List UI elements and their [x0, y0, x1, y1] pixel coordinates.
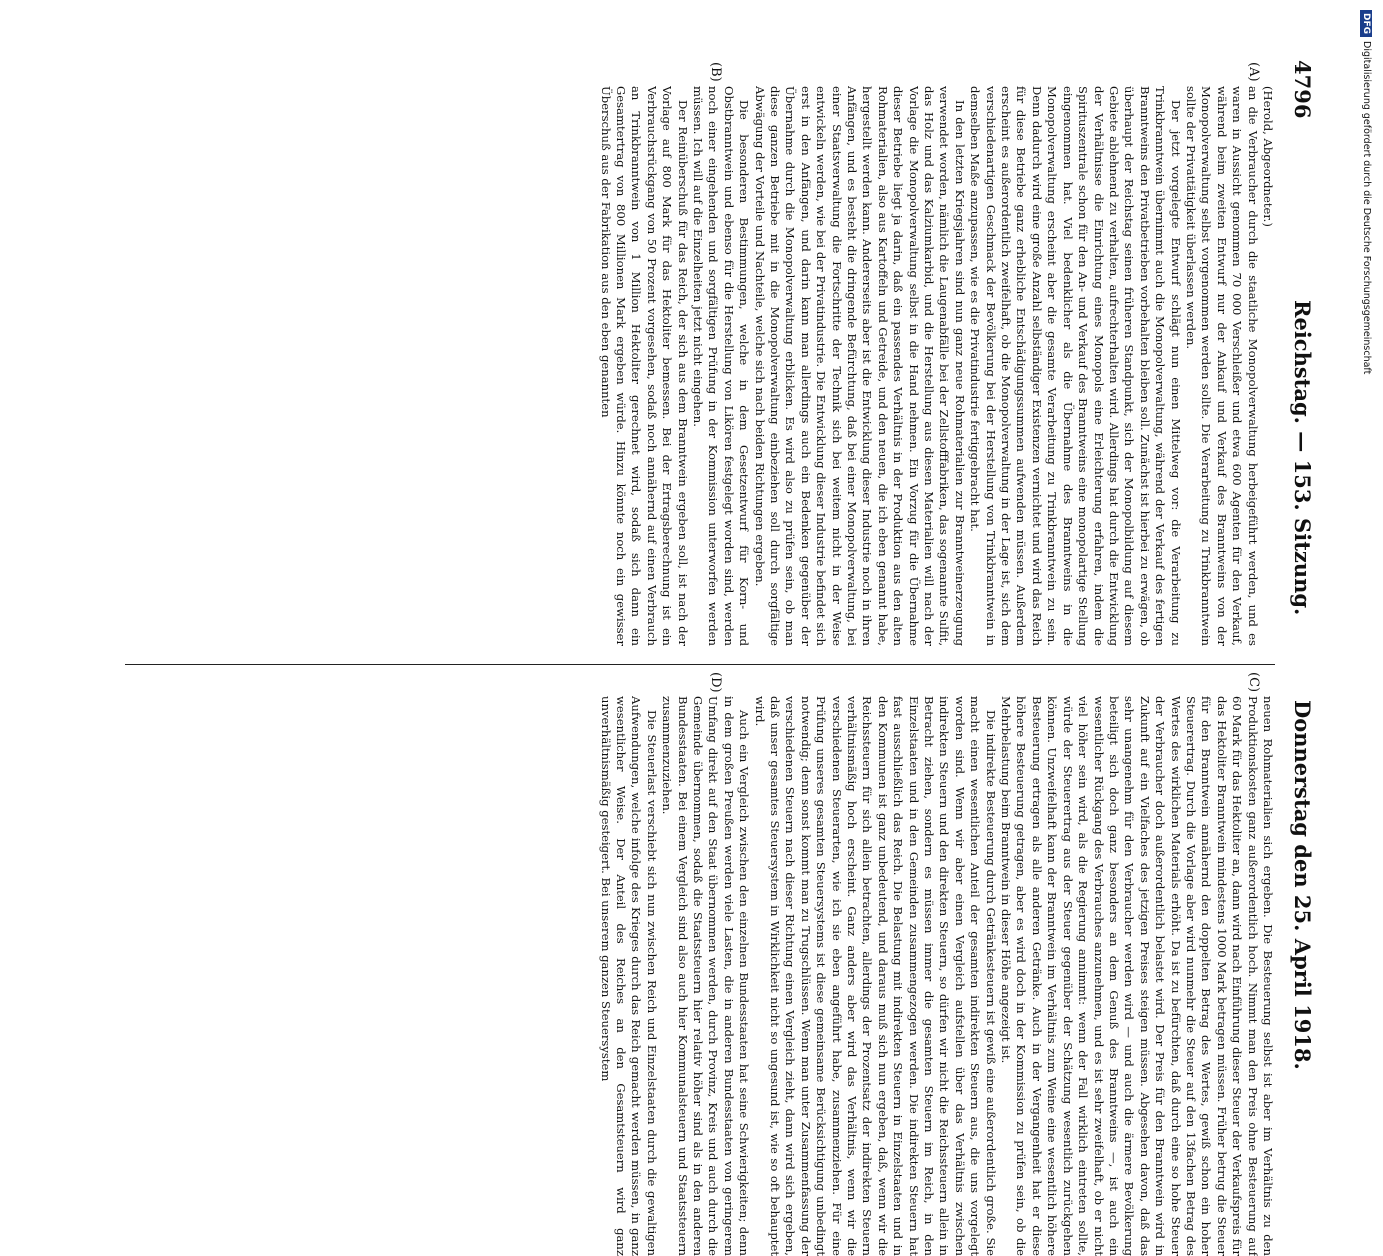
- session-title: Reichstag. — 153. Sitzung.: [1290, 300, 1315, 616]
- paragraph: Auch ein Vergleich zwischen den einzelnen Bundesstaaten hat seine Schwierigkeiten; denn in dem großen Preußen werden viele Lasten, die in anderen Bundesstaaten von geringerem Umfang direkt auf den Staat übernommen werden, durch Provinz, Kreis und auch durch die Gemeinde übernommen, sodaß die Staatssteuern hier relativ höher sind als in den anderen Bundesstaaten. Bei einem Vergleich sind also auch hier Kommunalsteuern und Staatssteuern zusammenzuziehen.: [660, 696, 752, 1256]
- paragraph: Der Reinüberschuß für das Reich, der sich aus dem Branntwein ergeben soll, ist nach der Vorlage auf 800 Mark für das Hektoliter bemessen. Bei der Ertragsberechnung ist ein Verbrauchsrückgang von 50 Prozent vorgesehen, sodaß noch annähernd auf einen Verbrauch an Trinkbranntwein von 1 Million Hektoliter gerechnet wird, sodaß sich dann ein Gesamtertrag von 800 Millionen Mark ergeben würde. Hinzu könnte noch ein gewisser Überschuß aus der Fabrikation aus den eben genannten: [598, 86, 690, 646]
- column-divider: [125, 664, 1275, 665]
- paragraph: Die besonderen Bestimmungen, welche in dem Gesetzentwurf für Korn- und Obstbranntwein und ebenso für die Herstellung von Likören festgelegt worden sind, werden noch einer eingehenden und sorgfältigen Prüfung in der Kommission unterworfen werden müssen. Ich will auf die Einzelheiten jetzt nicht eingehen.: [690, 86, 752, 646]
- paragraph: Die indirekte Besteuerung durch Getränkesteuern ist gewiß eine außerordentlich große. Sie macht einen wesentlichen Anteil der gesamten indirekten Steuern aus, die uns vorgelegt worden sind. Wenn wir aber einen Vergleich aufstellen über das Verhältnis zwischen indirekten Steuern und den direkten Steuern, so dürfen wir nicht die Reichssteuern allein in Betracht ziehen, sondern es müssen immer die gesamten Steuern im Reich, in den Einzelstaaten und in den Gemeinden zusammengezogen werden. Die indirekten Steuern hat fast ausschließlich das Reich. Die Belastung mit indirekten Steuern in Einzelstaaten und in den Kommunen ist ganz unbedeutend, und daraus muß sich nun ergeben, daß, wenn wir die Reichssteuern für sich allein betrachten, allerdings der Prozentsatz der indirekten Steuern verhältnismäßig hoch erscheint. Ganz anders aber wird das Verhältnis, wenn wir die verschiedenen Steuerarten, wie ich sie eben angeführt habe, zusammenziehen. Für eine Prüfung unseres gesamten Steuersystems ist diese gemeinsame Berücksichtigung unbedingt notwendig; denn sonst kommt man zu Trugschlüssen. Wenn man unter Zusammenfassung der verschiedenen Steuern nach dieser Richtung einen Vergleich zieht, dann wird sich ergeben, daß unser gesamtes Steuersystem in Wirklichkeit nicht so ungesund ist, wie so oft behauptet wird.: [752, 696, 998, 1256]
- dfg-logo: DFG: [1360, 10, 1372, 37]
- speaker-line: (Herold, Abgeordneter.): [1261, 86, 1275, 227]
- paragraph: an die Verbraucher durch die staatliche Monopolverwaltung herbeigeführt werden, und es waren in Aussicht genommen 70 000 Verschleißer und etwa 600 Agenten für den Verkauf, während beim zweiten Entwurf nur der Ankauf und Verkauf des Branntweins von der Monopolverwaltung selbst vorgenommen werden sollte. Die Verarbeitung zu Trinkbranntwein sollte der Privattätigkeit überlassen werden.: [1183, 86, 1260, 646]
- session-date: Donnerstag den 25. April 1918.: [1290, 700, 1315, 1070]
- digitization-note: Digitalisierung gefördert durch die Deutsche Forschungsgemeinschaft: [1361, 41, 1372, 375]
- right-column: [115, 696, 1275, 1256]
- paragraph: Der jetzt vorgelegte Entwurf schlägt nun einen Mittelweg vor: die Verarbeitung zu Trinkbranntwein übernimmt auch die Monopolverwaltung, während der Verkauf des fertigen Branntweins den Privatbetrieben vorbehalten bleiben soll. Zunächst ist hierbei zu erwägen, ob überhaupt der Reichstag seinen früheren Standpunkt, sich der Monopolbildung auf diesem Gebiete ablehnend zu verhalten, aufrechterhalten wird. Allerdings hat durch die Entwicklung der Verhältnisse die Einrichtung eines Monopols eine Erleichterung erfahren, indem die Spirituszentrale schon für den An- und Verkauf des Branntweins eine monopolartige Stellung eingenommen hat. Viel bedenklicher als die Übernahme des Branntweins in die Monopolverwaltung erscheint aber die gesamte Verarbeitung zu Trinkbranntwein zu sein. Denn dadurch wird eine große Anzahl selbständiger Existenzen vernichtet und wird das Reich für diese Betriebe ganz erhebliche Entschädigungssummen aufwenden müssen. Außerdem erscheint es außerordentlich zweifelhaft, ob die Monopolverwaltung in der Lage ist, sich dem verschiedenartigen Geschmack der Bevölkerung bei der Herstellung von Trinkbranntwein in demselben Maße anzupassen, wie es die Privatindustrie fertiggebracht hat.: [968, 86, 1183, 646]
- margin-mark-c: (C): [1246, 672, 1261, 693]
- margin-mark-d: (D): [708, 672, 723, 693]
- paragraph: In den letzten Kriegsjahren sind nun ganz neue Rohmaterialien zur Branntweinerzeugung verwendet worden, nämlich die Laugenabfälle bei der Zellstofffabriken, das sogenannte Sulfit, das Holz und das Kalziumkarbid, und die Herstellung aus diesen Materialien will nach der Vorlage die Monopolverwaltung selbst in die Hand nehmen. Ein Vorzug für die Übernahme dieser Betriebe liegt ja darin, daß ein passendes Verhältnis in der Produktion aus den alten Rohmaterialien, also aus Kartoffeln und Getreide, und den neuen, die ich eben genannt habe, hergestellt werden kann. Andererseits aber ist die Entwicklung dieser Industrie noch in ihren Anfängen, und es besteht die dringende Befürchtung, daß bei einer Monopolverwaltung, bei einer Staatsverwaltung die Fortschritte der Technik sich bei weitem nicht in der Weise entwickeln werden, wie bei der Privatindustrie. Die Entwicklung dieser Industrie befindet sich erst in den Anfängen, und darin kann man allerdings auch ein Bedenken gegenüber der Übernahme durch die Monopolverwaltung erblicken. Es wird also zu prüfen sein, ob man diese ganzen Betriebe mit in die Monopolverwaltung einbeziehen soll durch sorgfältige Abwägung der Vorteile und Nachteile, welche sich nach beiden Richtungen ergeben.: [752, 86, 967, 646]
- digitization-stamp: [1358, 10, 1378, 570]
- left-column: [115, 86, 1275, 646]
- page-number: 4796: [1290, 60, 1315, 119]
- margin-mark-b: (B): [708, 62, 723, 82]
- paragraph: Die Steuerlast verschiebt sich nun zwischen Reich und Einzelstaaten durch die gewaltigen Aufwendungen, welche infolge des Krieges durch das Reich gemacht werden müssen, in ganz wesentlicher Weise. Der Anteil des Reiches an den Gesamtsteuern wird ganz unverhältnismäßig gesteigert. Bei unserem ganzen Steuersystem: [598, 696, 659, 1256]
- paragraph: neuen Rohmaterialien sich ergeben. Die Besteuerung selbst ist aber im Verhältnis zu den Produktionskosten ganz außerordentlich hoch. Nimmt man den Preis ohne Besteuerung auf 60 Mark für das Hektoliter an, dann wird nach Einführung dieser Steuer der Verkaufspreis für das Hektoliter Branntwein mindestens 1000 Mark betragen müssen. Früher betrug die Steuer für den Branntwein annähernd den doppelten Betrag des Wertes, gewiß schon ein hoher Steuerertrag. Durch die Vorlage aber wird nunmehr die Steuer auf den 13fachen Betrag des Wertes des wirklichen Materials erhöht. Da ist zu befürchten, daß durch eine so hohe Steuer der Verbraucher doch außerordentlich belastet wird. Der Preis für den Branntwein wird in Zukunft auf ein Vielfaches des jetzigen Preises steigen müssen. Abgesehen davon, daß das sehr unangenehm für den Verbraucher werden wird — und auch die ärmere Bevölkerung beteiligt sich doch ganz besonders an dem Genuß des Branntweins —, ist auch ein wesentlicher Rückgang des Verbrauches anzunehmen, und es ist sehr zweifelhaft, ob er nicht viel höher sein wird, als die Regierung annimmt: wenn der Fall wirklich eintreten sollte, würde der Steuerertrag aus der Steuer gegenüber der Schätzung wesentlich zurückgehen können. Unzweifelhaft kann der Branntwein im Verhältnis zum Weine eine wesentlich höhere Besteuerung ertragen als alle anderen Getränke. Auch in der Vergangenheit hat er diese höhere Besteuerung getragen, aber es wird doch in der Kommission zu prüfen sein, ob die Mehrbelastung beim Branntwein in dieser Höhe angezeigt ist.: [999, 696, 1275, 1256]
- margin-mark-a: (A): [1246, 62, 1261, 82]
- page-header: [1285, 60, 1315, 1070]
